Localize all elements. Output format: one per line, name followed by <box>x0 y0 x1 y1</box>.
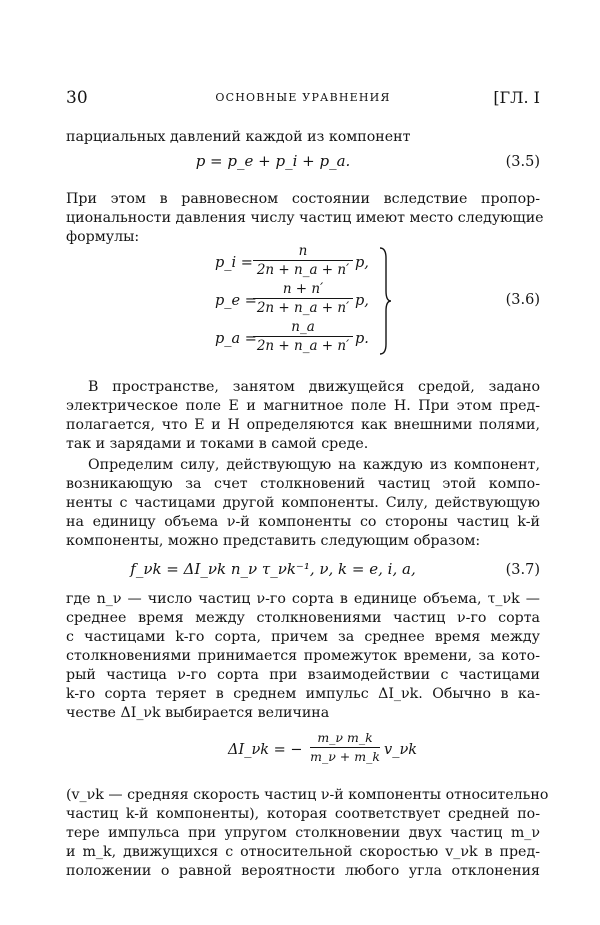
equation-number: (3.5) <box>505 154 540 170</box>
equation-number: (3.7) <box>505 562 540 578</box>
denominator: 2n + n_a + n′ <box>256 262 350 278</box>
chapter-marker: [ГЛ. I <box>493 88 540 107</box>
text-line: В пространстве, занятом движущейся средой, задано <box>88 379 540 395</box>
text-line: компоненты, можно представить следующим образом: <box>66 533 481 549</box>
intro-text <box>66 128 540 147</box>
text-line: столкновениями принимается промежуток времени, за кото- <box>66 648 540 664</box>
text-line: При этом в равновесном состоянии вследствие пропор- <box>66 191 540 207</box>
paragraph-5 <box>66 786 549 881</box>
text-line: так и зарядами и токами в самой среде. <box>66 436 369 452</box>
text-line: ненты с частицами другой компоненты. Силу, действующую <box>66 495 540 511</box>
denominator: 2n + n_a + n′ <box>256 338 350 354</box>
text-line: где n_ν — число частиц ν-го сорта в единице объема, τ_νk — <box>66 591 540 607</box>
text-line: положении о равной вероятности любого угла отклонения <box>66 863 540 879</box>
numerator: n <box>298 243 308 259</box>
paragraph-3 <box>66 456 540 551</box>
numerator: n + n′ <box>282 281 324 297</box>
text-line: честве ΔI_νk выбирается величина <box>66 705 330 721</box>
row-tail: p, <box>355 255 369 271</box>
equation-number: (3.6) <box>505 292 540 308</box>
denominator: 2n + n_a + n′ <box>256 300 350 316</box>
row-tail: p. <box>355 331 369 347</box>
fraction <box>253 281 353 316</box>
fraction-bar <box>253 336 353 337</box>
equation-lhs: ΔI_νk = − <box>228 742 303 758</box>
text-line: возникающую за счет столкновений частиц этой компо- <box>66 476 540 492</box>
row-lhs: p_i = <box>215 255 253 271</box>
numerator: m_ν m_k <box>317 730 373 745</box>
equation-body: f_νk = ΔI_νk n_ν τ_νk⁻¹, ν, k = e, i, a, <box>130 560 416 578</box>
numerator: n_a <box>291 319 315 335</box>
text-line: электрическое поле E и магнитное поле H. При этом пред- <box>66 398 540 414</box>
fraction <box>310 730 380 765</box>
paragraph-1 <box>66 190 544 247</box>
denominator: m_ν + m_k <box>310 749 380 764</box>
row-tail: p, <box>355 293 369 309</box>
fraction-bar <box>310 747 380 748</box>
fraction-bar <box>253 298 353 299</box>
equation-3-5 <box>66 152 540 182</box>
equation-system-3-6 <box>205 243 375 358</box>
fraction-bar <box>253 260 353 261</box>
text-line: Определим силу, действующую на каждую из компонент, <box>88 457 540 473</box>
row-lhs: p_e = <box>215 293 257 309</box>
page-header <box>66 88 540 112</box>
equation-tail: v_νk <box>384 742 418 758</box>
running-title: ОСНОВНЫЕ УРАВНЕНИЯ <box>215 91 391 104</box>
text-line: полагается, что E и H определяются как внешними полями, <box>66 417 540 433</box>
text-line: формулы: <box>66 229 140 245</box>
text-line: k-го сорта теряет в среднем импульс ΔI_νk. Обычно в ка- <box>66 686 540 702</box>
text-line: частиц k-й компоненты), которая соответствует средней по- <box>66 806 540 822</box>
page-number: 30 <box>66 88 88 108</box>
text-line: (v_νk — средняя скорость частиц ν-й компоненты относительно <box>66 787 549 803</box>
equation-3-7 <box>66 560 540 590</box>
text-line: и m_k, движущихся с относительной скоростью v_νk в пред- <box>66 844 540 860</box>
paragraph-2 <box>66 378 540 454</box>
fraction <box>253 319 353 354</box>
equation-delta-i <box>228 730 428 772</box>
text-line: среднее время между столкновениями частиц ν-го сорта <box>66 610 540 626</box>
paragraph-4 <box>66 590 540 723</box>
system-row <box>205 281 385 317</box>
right-brace <box>378 246 392 356</box>
text-line: парциальных давлений каждой из компонент <box>66 129 411 145</box>
row-lhs: p_a = <box>215 331 257 347</box>
text-line: циональности давления числу частиц имеют место следующие <box>66 210 544 226</box>
equation-body: p = p_e + p_i + p_a. <box>195 152 351 170</box>
text-line: на единицу объема ν-й компоненты со стороны частиц k-й <box>66 514 540 530</box>
text-line: тере импульса при упругом столкновении двух частиц m_ν <box>66 825 540 841</box>
text-line: рый частица ν-го сорта при взаимодействии с частицами <box>66 667 540 683</box>
system-row <box>205 319 385 355</box>
text-line: с частицами k-го сорта, причем за среднее время между <box>66 629 540 645</box>
system-row <box>205 243 385 279</box>
fraction <box>253 243 353 278</box>
